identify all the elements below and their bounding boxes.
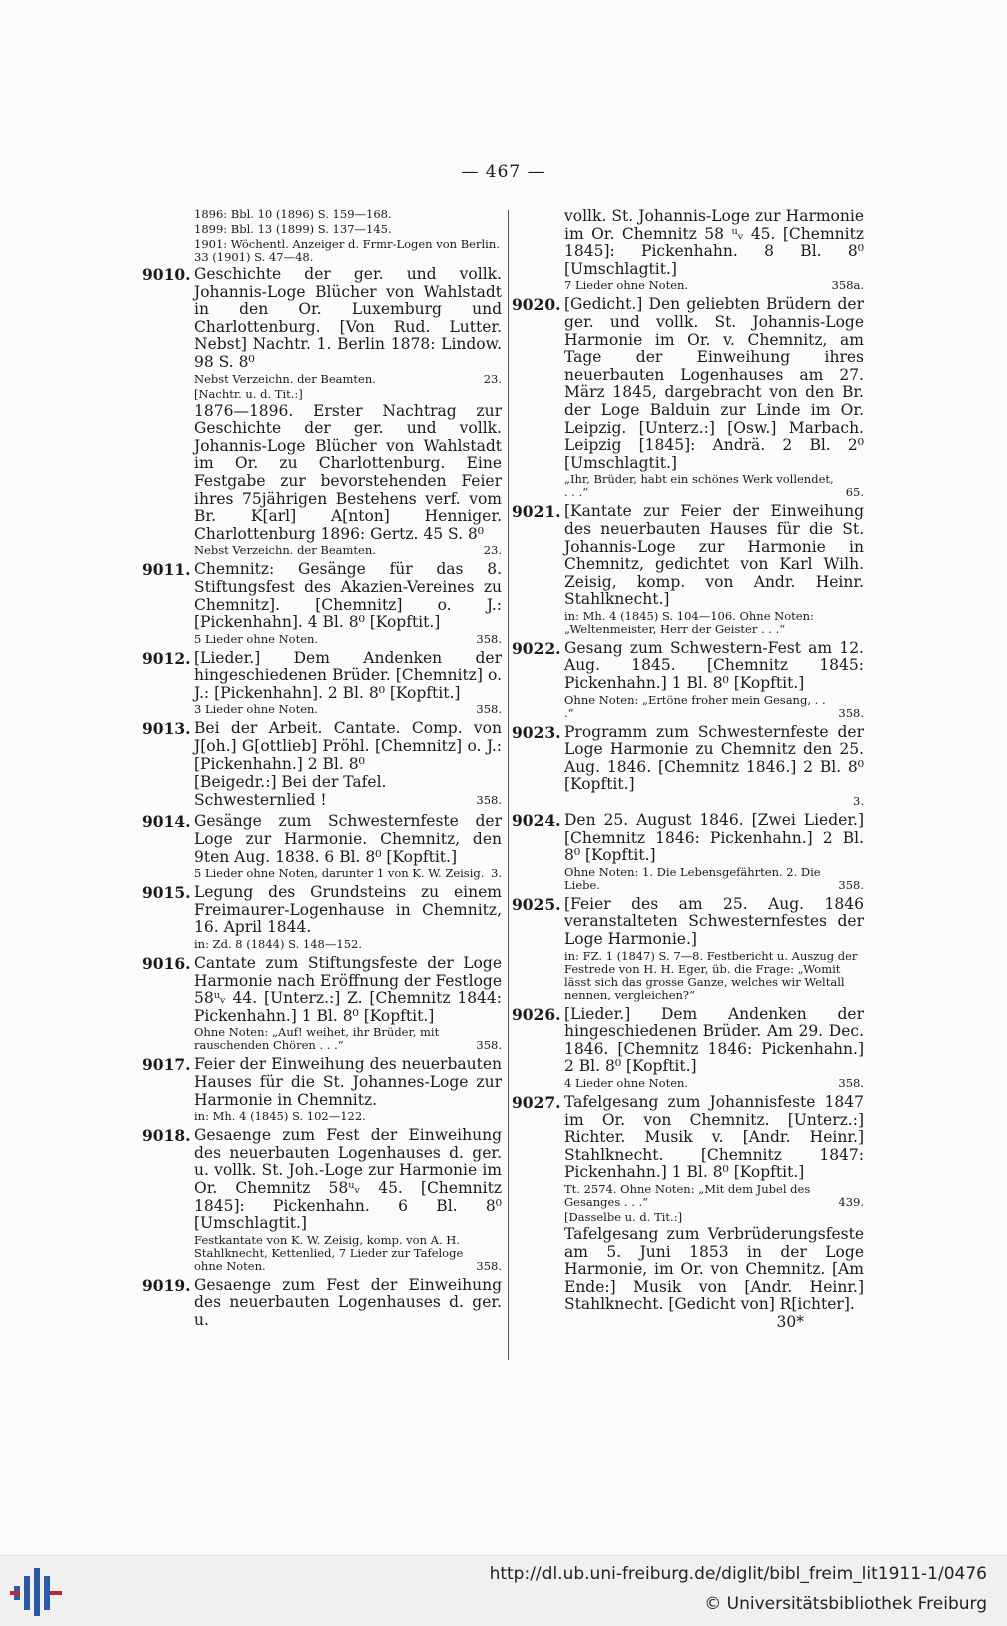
entry-text: [Lieder.] Dem Andenken der hingeschiedenen Brüder. Am 29. Dec. 1846. [Chemnitz 1846: Pickenhahn.] 2 Bl. 8⁰ [Kopftit.] xyxy=(564,1004,864,1076)
sub-text: [Beigedr.:] Bei der Tafel. Schwesternlied ! xyxy=(194,773,387,809)
entry-text: Gesaenge zum Fest der Einweihung des neuerbauten Logenhauses d. ger. u. xyxy=(194,1275,502,1329)
entry-note xyxy=(194,867,502,880)
entry-number: 9020. xyxy=(512,295,561,315)
entry-note xyxy=(194,633,502,646)
note-text: Nebst Verzeichn. der Beamten. xyxy=(194,543,376,558)
ref-number: 358. xyxy=(476,1258,502,1273)
note-text: Ohne Noten: 1. Die Lebensgefährten. 2. Die Liebe. xyxy=(564,864,821,892)
sub-text: Tafelgesang zum Verbrüderungsfeste am 5. Juni 1853 in der Loge Harmonie, im Or. von Chemnitz. [Am Ende:] Musik von [Andr. Heinr.] Stahlknecht. [Gedicht von] R[ichter]. xyxy=(564,1224,864,1314)
preamble-line: 1901: Wöchentl. Anzeiger d. Frmr-Logen von Berlin. 33 (1901) S. 47—48. xyxy=(194,237,500,264)
entry-9018 xyxy=(142,1127,502,1273)
preamble-line: 1899: Bbl. 13 (1899) S. 137—145. xyxy=(194,222,392,236)
entry-text: Geschichte der ger. und vollk. Johannis-Loge Blücher von Wahlstadt in den Or. Luxemburg und Charlottenburg. [Von Rud. Lutter. Nebst] Nachtr. 1. Berlin 1878: Lindow. 98 S. 8⁰ xyxy=(194,265,502,371)
entry-9010 xyxy=(142,266,502,557)
entry-note xyxy=(564,950,864,1002)
signature-mark: 30* xyxy=(776,1312,804,1331)
entry-note xyxy=(564,610,864,636)
entry-text: Tafelgesang zum Johannisfeste 1847 im Or. von Chemnitz. [Unterz.:] Richter. Musik v. [Andr. Heinr.] Stahlknecht. [Chemnitz 1847: Pickenhahn.] 1 Bl. 8⁰ [Kopftit.] xyxy=(564,1092,864,1182)
note-text: Tt. 2574. Ohne Noten: „Mit dem Jubel des Gesanges . . .“ xyxy=(564,1181,811,1209)
left-column xyxy=(142,208,502,1334)
sub-note xyxy=(194,544,502,557)
entry-9014 xyxy=(142,813,502,880)
entry-text: [Lieder.] Dem Andenken der hingeschiedenen Brüder. [Chemnitz] o. J.: [Pickenhahn]. 2 Bl. 8⁰ [Kopftit.] xyxy=(194,648,502,702)
ref-number: 358. xyxy=(476,1038,502,1053)
entry-note xyxy=(194,373,502,386)
ref-number: 358. xyxy=(476,792,502,807)
preamble-line: 1896: Bbl. 10 (1896) S. 159—168. xyxy=(194,207,392,221)
entry-number: 9018. xyxy=(142,1126,191,1146)
entry-text: [Kantate zur Feier der Einweihung des neuerbauten Hauses für die St. Johannis-Loge zur Harmonie in Chemnitz, gedichtet von Karl Wilh. Zeisig, komp. von Andr. Heinr. Stahlknecht.] xyxy=(564,502,864,609)
note-text: Ohne Noten: „Ertöne froher mein Gesang, . . .“ xyxy=(564,692,826,720)
entry-number: 9022. xyxy=(512,638,561,658)
entry-9023 xyxy=(512,724,864,808)
note-text: Festkantate von K. W. Zeisig, komp. von A. H. Stahlknecht, Kettenlied, 7 Lieder zur Tafeloge ohne Noten. xyxy=(194,1232,464,1273)
entry-9026 xyxy=(512,1006,864,1090)
entry-text: [Gedicht.] Den geliebten Brüdern der ger. und vollk. St. Johannis-Loge Harmonie im Or. v. Chemnitz, am Tage der Einweihung ihres neuerbauten Logenhauses am 27. März 1845, dargebracht von den Br. der Loge Balduin zur Linde im Or. Leipzig. [Unterz.:] [Osw.] Marbach. Leipzig [1845]: Andrä. 2 Bl. 2⁰ [Umschlagtit.] xyxy=(564,295,864,472)
continuation-note xyxy=(564,279,864,292)
source-url-link[interactable]: http://dl.ub.uni-freiburg.de/diglit/bibl_freim_lit1911-1/0476 xyxy=(489,1564,987,1584)
entry-continuation xyxy=(512,208,864,292)
note-text xyxy=(564,795,853,808)
note-text: 5 Lieder ohne Noten. xyxy=(194,631,319,646)
entry-note xyxy=(564,795,864,808)
entry-text: Cantate zum Stiftungsfeste der Loge Harmonie nach Eröffnung der Festloge 58ᵘᵥ 44. [Unterz.:] Z. [Chemnitz 1844: Pickenhahn.] 1 Bl. 8⁰ [Kopftit.] xyxy=(194,954,502,1025)
entry-number: 9017. xyxy=(142,1055,191,1075)
entry-number: 9010. xyxy=(142,265,191,284)
ref-number: 358. xyxy=(476,631,502,646)
note-text: Nebst Verzeichn. der Beamten. xyxy=(194,371,376,386)
entry-9021 xyxy=(512,503,864,636)
entry-text: Programm zum Schwesternfeste der Loge Harmonie zu Chemnitz den 25. Aug. 1846. [Chemnitz 1846.] 2 Bl. 8⁰ [Kopftit.] xyxy=(564,722,864,794)
note-text: in: FZ. 1 (1847) S. 7—8. Festbericht u. Auszug der Festrede von H. H. Eger, üb. die Frage: „Womit lässt sich das grosse Ganze, welches wir Weltall nennen, vergleichen?“ xyxy=(564,948,858,1002)
entry-9022 xyxy=(512,640,864,720)
entry-note xyxy=(564,1077,864,1090)
entry-text: Den 25. August 1846. [Zwei Lieder.] [Chemnitz 1846: Pickenhahn.] 2 Bl. 8⁰ [Kopftit.] xyxy=(564,811,864,865)
entry-9027 xyxy=(512,1094,864,1332)
note-text: in: Zd. 8 (1844) S. 148—152. xyxy=(194,937,362,951)
entry-note xyxy=(564,694,864,720)
entry-note xyxy=(194,1234,502,1273)
note-text: 7 Lieder ohne Noten. xyxy=(564,278,689,293)
entry-number: 9012. xyxy=(142,648,191,668)
continuation-text: vollk. St. Johannis-Loge zur Harmonie im Or. Chemnitz 58 ᵘᵥ 45. [Chemnitz 1845]: Pickenhahn. 8 Bl. 8⁰ [Umschlagtit.] xyxy=(564,207,864,278)
library-logo-icon xyxy=(10,1566,64,1618)
sub-label: [Nachtr. u. d. Tit.:] xyxy=(194,386,303,401)
note-text: in: Mh. 4 (1845) S. 102—122. xyxy=(194,1109,366,1124)
entry-9012 xyxy=(142,650,502,717)
entry-text: Bei der Arbeit. Cantate. Comp. von J[oh.] G[ottlieb] Pröhl. [Chemnitz] o. J.: [Pickenhahn.] 2 Bl. 8⁰ xyxy=(194,719,502,773)
ref-number: 65. xyxy=(845,485,864,500)
entry-number: 9014. xyxy=(142,812,191,832)
entry-text: Gesang zum Schwestern-Fest am 12. Aug. 1845. [Chemnitz 1845: Pickenhahn.] 1 Bl. 8⁰ [Kopftit.] xyxy=(564,638,864,693)
entry-note xyxy=(194,938,502,951)
entry-text: Legung des Grundsteins zu einem Freimaurer-Logenhause in Chemnitz, 16. April 1844. xyxy=(194,883,502,937)
ref-number: 23. xyxy=(483,543,502,558)
entry-note xyxy=(194,1110,502,1123)
entry-text: [Feier des am 25. Aug. 1846 veranstalteten Schwesternfestes der Loge Harmonie.] xyxy=(564,894,864,948)
entry-text: Chemnitz: Gesänge für das 8. Stiftungsfest des Akazien-Vereines zu Chemnitz]. [Chemnitz] o. J.: [Pickenhahn]. 4 Bl. 8⁰ [Kopftit.] xyxy=(194,560,502,632)
entry-9019 xyxy=(142,1277,502,1330)
entry-number: 9023. xyxy=(512,722,561,742)
note-text: in: Mh. 4 (1845) S. 104—106. Ohne Noten: „Weltenmeister, Herr der Geister . . .“ xyxy=(564,608,814,636)
entry-number: 9016. xyxy=(142,954,191,973)
entry-note xyxy=(564,1183,864,1209)
entry-note xyxy=(564,473,864,499)
entry-9020 xyxy=(512,296,864,499)
note-text: „Ihr, Brüder, habt ein schönes Werk vollendet, . . .“ xyxy=(564,472,834,500)
entry-note xyxy=(194,1026,502,1052)
entry-note xyxy=(194,703,502,716)
note-text: Ohne Noten: „Auf! weihet, ihr Brüder, mit rauschenden Chören . . .“ xyxy=(194,1025,440,1053)
entry-number: 9021. xyxy=(512,502,561,522)
sub-note xyxy=(194,774,502,809)
entry-number: 9026. xyxy=(512,1004,561,1024)
ref-number: 358. xyxy=(838,705,864,720)
ref-number: 3. xyxy=(491,866,502,881)
entry-number: 9024. xyxy=(512,811,561,831)
entry-number: 9011. xyxy=(142,560,191,580)
column-divider xyxy=(508,210,509,1360)
right-column xyxy=(512,208,864,1336)
entry-number: 9015. xyxy=(142,883,191,903)
entry-number: 9019. xyxy=(142,1275,191,1295)
ref-number: 23. xyxy=(483,371,502,386)
ref-number: 3. xyxy=(853,794,864,809)
ref-number: 358. xyxy=(476,702,502,717)
ref-number: 358. xyxy=(838,1075,864,1090)
note-text: 4 Lieder ohne Noten. xyxy=(564,1075,689,1090)
entry-9015 xyxy=(142,884,502,951)
sub-text: 1876—1896. Erster Nachtrag zur Geschichte der ger. und vollk. Johannis-Loge Blücher von Wahlstadt im Or. zu Charlottenburg. Eine Festgabe zur bevorstehenden Feier ihres 75jährigen Bestehens verf. vom Br. K[arl] A[nton] Henniger. Charlottenburg 1896: Gertz. 45 S. 8⁰ xyxy=(194,401,502,543)
entry-9025 xyxy=(512,896,864,1002)
copyright-text: © Universitätsbibliothek Freiburg xyxy=(704,1594,987,1614)
ref-number: 439. xyxy=(838,1194,864,1209)
preamble xyxy=(194,208,502,264)
entry-text: Gesänge zum Schwesternfeste der Loge zur Harmonie. Chemnitz, den 9ten Aug. 1838. 6 Bl. 8⁰ [Kopftit.] xyxy=(194,812,502,866)
note-text: 3 Lieder ohne Noten. xyxy=(194,702,319,717)
entry-9016 xyxy=(142,955,502,1052)
ref-number: 358a. xyxy=(831,278,864,293)
entry-9024 xyxy=(512,812,864,892)
entry-text: Feier der Einweihung des neuerbauten Hauses für die St. Johannes-Loge zur Harmonie in Chemnitz. xyxy=(194,1055,502,1109)
entry-number: 9013. xyxy=(142,719,191,739)
entry-9011 xyxy=(142,561,502,645)
entry-text: Gesaenge zum Fest der Einweihung des neuerbauten Logenhauses d. ger. u. vollk. St. Joh.-Loge zur Harmonie im Or. Chemnitz 58ᵘᵥ 45. [Chemnitz 1845]: Pickenhahn. 6 Bl. 8⁰ [Umschlagtit.] xyxy=(194,1126,502,1233)
entry-9017 xyxy=(142,1056,502,1123)
ref-number: 358. xyxy=(838,877,864,892)
footer-bar xyxy=(0,1555,1007,1626)
sub-label: [Dasselbe u. d. Tit.:] xyxy=(564,1209,683,1224)
entry-number: 9027. xyxy=(512,1092,561,1112)
page-number: — 467 — xyxy=(461,162,546,182)
entry-note xyxy=(564,866,864,892)
entry-9013 xyxy=(142,720,502,809)
entry-number: 9025. xyxy=(512,894,561,914)
note-text: 5 Lieder ohne Noten, darunter 1 von K. W. Zeisig. xyxy=(194,866,485,881)
